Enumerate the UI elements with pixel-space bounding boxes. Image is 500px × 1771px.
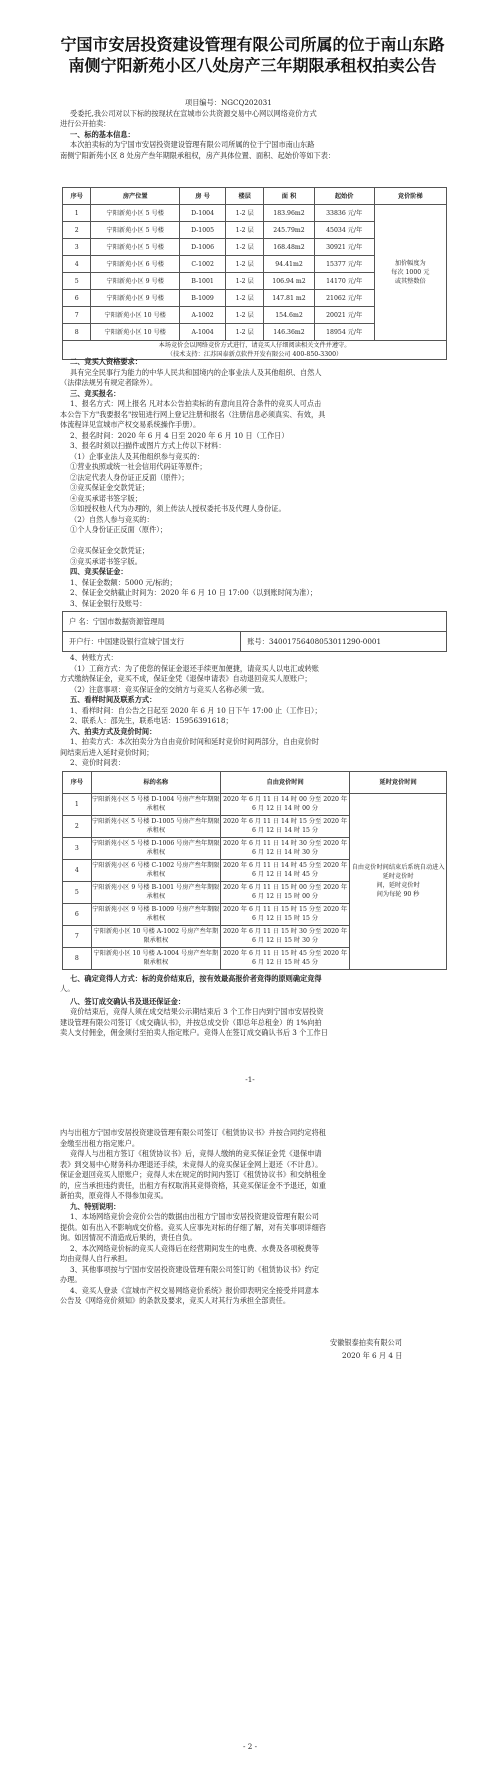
section-text: ①个人身份证正反面（原件）；: [70, 525, 168, 534]
table-header: 面 积: [264, 188, 314, 205]
signature-date: 2020 年 6 月 4 日: [342, 1350, 403, 1360]
section-text: 保证金退回竞买人原账户；竞得人未在规定的时间内签订《租赁协议书》和交纳租金: [60, 1170, 326, 1179]
table-header: 楼层: [226, 188, 264, 205]
table-cell: 18954 元/年: [314, 324, 374, 341]
table-cell: 21062 元/年: [314, 290, 374, 307]
table-cell: 宁阳新苑小区 5 号楼: [91, 239, 180, 256]
section-text: 3、其他事项按与宁国市安居投资建设管理有限公司签订的《租赁协议书》约定: [70, 1264, 319, 1274]
section-text: 4、转账方式：: [70, 653, 118, 662]
section-text: 4、竞买人登录《宣城市产权交易网络竞价系统》报价即表明完全接受并同意本: [70, 1285, 319, 1295]
section-text: 2、保证金交纳截止时间为：2020 年 6 月 10 日 17:00（以到账时间为准）；: [70, 588, 318, 597]
section-text: （2）自然人参与竞买的：: [70, 514, 154, 524]
intro-line: 受委托,我公司对以下标的按现状在宣城市公共资源交易中心网以网络竞价方式: [70, 108, 317, 118]
property-table: [62, 187, 447, 360]
delay-bid-note: 自由竞价时间结束后系统自动进入延时竞价时 间，延时竞价时 间为每轮 90 秒: [350, 793, 447, 969]
project-number: 项目编号：NGCQ202031: [185, 98, 272, 107]
table-cell: 宁阳新苑小区 9 号楼: [91, 290, 180, 307]
section-text: 体流程详见宣城市产权交易系统操作手册）。: [60, 420, 201, 429]
page-gap: [0, 1095, 500, 1105]
table-cell: 2020 年 6 月 11 日 14 时 15 分至 2020 年 6 月 12 日 14 时 15 分: [220, 815, 349, 837]
table-cell: 1-2 层: [226, 273, 264, 290]
table-cell: 2020 年 6 月 11 日 14 时 30 分至 2020 年 6 月 12 日 14 时 30 分: [220, 837, 349, 859]
section-text: 1、本场网络竞价会竞价公告的数据由出租方宁国市安居投资建设管理有限公司: [70, 1212, 319, 1221]
intro-line: 进行公开拍卖：: [60, 119, 111, 128]
section-text: 卖人支付佣金，佣金须付至拍卖人指定账户。竞得人在签订成交确认书后 3 个工作日: [60, 1028, 328, 1037]
section-title: 六、拍卖方式及竞价时间：: [70, 726, 157, 736]
table-cell: 1: [63, 793, 92, 815]
table-cell: 2: [63, 815, 92, 837]
table-cell: 宁阳新苑小区 9 号楼 B-1009 号房产叁年期限承租权: [91, 903, 220, 925]
table-cell: 2020 年 6 月 11 日 14 时 00 分至 2020 年 6 月 12 日 14 时 00 分: [220, 793, 349, 815]
section-text: 均由竞得人自行承担。: [60, 1254, 132, 1263]
bidding-time-table: [62, 771, 447, 970]
table-cell: 宁阳新苑小区 6 号楼 C-1002 号房产叁年期限承租权: [91, 859, 220, 881]
table-cell: 146.36m2: [264, 324, 314, 341]
table-cell: 1-2 层: [226, 256, 264, 273]
table-header: 序号: [63, 188, 91, 205]
section-text: ④竞买承诺书签字版；: [70, 493, 142, 503]
section-text: 2、联系人：邵先生，联系电话：15956391618；: [70, 716, 233, 725]
section-text: ③竞买保证金交款凭证；: [70, 483, 150, 492]
section-text: （1）企事业法人及其他组织参与竞买的：: [70, 451, 204, 461]
section-title: 八、签订成交确认书及退还保证金：: [70, 996, 186, 1006]
table-cell: 5: [63, 881, 92, 903]
account-bank: 开户行：中国建设银行宣城宁国支行: [63, 632, 241, 652]
table-cell: 45034 元/年: [314, 222, 374, 239]
section-text: 2、报名时间：2020 年 6 月 4 日至 2020 年 6 月 10 日（工作日）: [70, 430, 289, 440]
section-text: 本公告下方"我要报名"按钮进行网上登记注册和报名（注册信息必须真实、有效，具: [60, 409, 326, 419]
table-cell: D-1004: [180, 205, 226, 222]
section-text: 新拍卖，原竞得人不得参加竞买。: [60, 1191, 168, 1200]
table-cell: 宁阳新苑小区 10 号楼: [91, 307, 180, 324]
section-text: 1、保证金数额：5000 元/标的；: [70, 577, 177, 587]
table-cell: 2020 年 6 月 11 日 15 时 00 分至 2020 年 6 月 12 日 15 时 00 分: [220, 881, 349, 903]
table-header: 竞价阶梯: [374, 188, 446, 205]
table-cell: 30921 元/年: [314, 239, 374, 256]
section-text: ②法定代表人身份证正反面（原件）；: [70, 472, 189, 482]
table-cell: 宁阳新苑小区 5 号楼 D-1004 号房产叁年期限承租权: [91, 793, 220, 815]
table-cell: 94.41m2: [264, 256, 314, 273]
section-text: 间结束后进入延时竞价时间；: [60, 747, 154, 757]
section-text: 南侧宁阳新苑小区 8 处房产叁年期限承租权，房产具体位置、面积、起始价等如下表：: [60, 150, 336, 160]
table-header: 起始价: [314, 188, 374, 205]
section-text: 人。: [60, 984, 75, 993]
section-text: 办理。: [60, 1275, 82, 1284]
section-text: 具有完全民事行为能力的中华人民共和国境内的企事业法人及其他组织、自然人: [70, 367, 322, 377]
bid-step-note: 加价幅度为 每次 1000 元 或其整数倍: [374, 205, 446, 341]
table-header: 序号: [63, 771, 92, 793]
table-cell: 2020 年 6 月 11 日 14 时 45 分至 2020 年 6 月 12 日 14 时 45 分: [220, 859, 349, 881]
section-title: 三、竞买报名：: [70, 388, 121, 398]
section-text: （1）工商方式：为了使您的保证金退还手续更加便捷，请竞买人以电汇或转账: [70, 663, 319, 673]
section-text: 方式缴纳保证金，竞买不成，保证金凭《退保申请表》自动退回竞买人原账户；: [60, 674, 312, 683]
table-cell: 6: [63, 903, 92, 925]
section-text: 2、竞价时间表：: [70, 758, 125, 767]
section-text: 内与出租方宁国市安居投资建设管理有限公司签订《租赁协议书》并按合同约定将租: [60, 1128, 326, 1137]
table-row: [63, 793, 447, 815]
table-cell: C-1002: [180, 256, 226, 273]
table-cell: 20021 元/年: [314, 307, 374, 324]
table-cell: B-1009: [180, 290, 226, 307]
table-cell: 245.79m2: [264, 222, 314, 239]
section-text: ②竞买保证金交款凭证；: [70, 546, 150, 555]
section-title: 四、竞买保证金：: [70, 567, 128, 576]
table-cell: D-1005: [180, 222, 226, 239]
section-title: 一、标的基本信息：: [70, 129, 135, 139]
account-number: 账号：34001756408053011290-0001: [241, 632, 447, 652]
table-cell: 8: [63, 324, 91, 341]
section-text: 建设管理有限公司签订《成交确认书》，并按总成交价（即总年总租金）的 1%向拍: [60, 1017, 322, 1027]
section-text: ⑤如授权他人代为办理的，须上传法人授权委托书及代理人身份证。: [70, 504, 286, 513]
table-cell: 1-2 层: [226, 205, 264, 222]
table-cell: 3: [63, 837, 92, 859]
table-header: 延时竞价时间: [350, 771, 447, 793]
table-cell: 1-2 层: [226, 222, 264, 239]
section-text: 本次拍卖标的为宁国市安居投资建设管理有限公司所属的位于宁国市南山东路: [70, 140, 315, 149]
table-cell: 147.81 m2: [264, 290, 314, 307]
section-text: 3、报名时须以扫描件或图片方式上传以下材料：: [70, 441, 226, 450]
table-cell: 宁阳新苑小区 5 号楼: [91, 222, 180, 239]
table-cell: 5: [63, 273, 91, 290]
section-title: 二、竞买人资格要求：: [70, 357, 142, 366]
table-cell: 14170 元/年: [314, 273, 374, 290]
table-cell: 15377 元/年: [314, 256, 374, 273]
section-text: ①营业执照或统一社会信用代码证等原件；: [70, 462, 207, 471]
section-text: 1、报名方式：网上报名 凡对本公告拍卖标的有意向且符合条件的竞买人可点击: [70, 399, 322, 408]
table-header: 房产位置: [91, 188, 180, 205]
table-cell: 1: [63, 205, 91, 222]
account-name: 户 名：宁国市数据资源管理局: [63, 612, 447, 632]
bank-account-table: [62, 611, 447, 652]
section-text: 公告及《网络竞价须知》的条款及要求，竞买人对其行为承担全部责任。: [60, 1296, 291, 1305]
section-text: 竞得人与出租方签订《租赁协议书》后，竞得人缴纳的竞买保证金凭《退保申请: [70, 1149, 322, 1158]
table-cell: 宁阳新苑小区 10 号楼 A-1004 号房产叁年期限承租权: [91, 947, 220, 969]
section-text: ③竞买承诺书签字版。: [70, 556, 142, 566]
table-cell: 1-2 层: [226, 307, 264, 324]
table-cell: A-1004: [180, 324, 226, 341]
table-cell: 宁阳新苑小区 5 号楼: [91, 205, 180, 222]
table-header: 房 号: [180, 188, 226, 205]
table-cell: 1-2 层: [226, 290, 264, 307]
table-cell: 宁阳新苑小区 6 号楼: [91, 256, 180, 273]
section-text: （法律法规另有规定者除外）。: [60, 378, 158, 387]
table-row: [63, 205, 447, 222]
table-header: 标的名称: [91, 771, 220, 793]
table-cell: 1-2 层: [226, 324, 264, 341]
table-cell: 2020 年 6 月 11 日 15 时 15 分至 2020 年 6 月 12 日 15 时 15 分: [220, 903, 349, 925]
table-cell: 33836 元/年: [314, 205, 374, 222]
section-text: 2、本次网络竞价标的竞买人竞得后在经营期间发生的电费、水费及各项税费等: [70, 1243, 319, 1253]
table-cell: 154.6m2: [264, 307, 314, 324]
page-number: - 2 -: [243, 1742, 257, 1751]
table-cell: 4: [63, 859, 92, 881]
section-text: （2）注意事项：竞买保证金的交纳方与竞买人名称必须一致。: [70, 684, 269, 694]
table-cell: 2020 年 6 月 11 日 15 时 45 分至 2020 年 6 月 12 日 15 时 45 分: [220, 947, 349, 969]
table-cell: 106.94 m2: [264, 273, 314, 290]
section-title: 五、看样时间及联系方式：: [70, 695, 157, 704]
table-cell: 宁阳新苑小区 9 号楼 B-1001 号房产叁年期限承租权: [91, 881, 220, 903]
table-cell: 宁阳新苑小区 9 号楼: [91, 273, 180, 290]
table-header: 自由竞价时间: [220, 771, 349, 793]
section-text: 1、拍卖方式：本次拍卖分为自由竞价时间和延时竞价时间两部分，自由竞价时: [70, 737, 319, 746]
section-title: 七、确定竞得人方式：标的竞价结束后，按有效最高报价者竞得的原则确定竞得: [70, 973, 322, 983]
table-cell: 宁阳新苑小区 5 号楼 D-1005 号房产叁年期限承租权: [91, 815, 220, 837]
table-cell: 宁阳新苑小区 10 号楼 A-1002 号房产叁年期限承租权: [91, 925, 220, 947]
table-cell: 183.96m2: [264, 205, 314, 222]
document-title: 宁国市安居投资建设管理有限公司所属的位于南山东路南侧宁阳新苑小区八处房产三年期限承租权拍卖公告: [60, 35, 445, 75]
table-cell: 4: [63, 256, 91, 273]
section-text: 竞价结束后，竞得人须在成交结果公示期结束后 3 个工作日内到宁国市安居投资: [70, 1007, 324, 1016]
section-title: 九、特别说明：: [70, 1201, 121, 1211]
table-cell: 6: [63, 290, 91, 307]
table-cell: B-1001: [180, 273, 226, 290]
section-text: 3、保证金银行及账号：: [70, 598, 147, 608]
section-text: 的，应当承担违约责任，出租方有权取消其竞得资格，其竞买保证金不予退还，如重: [60, 1180, 326, 1190]
table-cell: 2020 年 6 月 11 日 15 时 30 分至 2020 年 6 月 12 日 15 时 30 分: [220, 925, 349, 947]
table-cell: 168.48m2: [264, 239, 314, 256]
table-cell: 3: [63, 239, 91, 256]
table-cell: 8: [63, 947, 92, 969]
section-text: 金缴至出租方指定账户。: [60, 1138, 140, 1148]
page-number: -1-: [245, 1075, 255, 1084]
section-text: 1、看样时间：自公告之日起至 2020 年 6 月 10 日下午 17:00 止（工作日）；: [70, 705, 322, 715]
table-cell: 7: [63, 925, 92, 947]
table-cell: 宁阳新苑小区 10 号楼: [91, 324, 180, 341]
table-cell: 1-2 层: [226, 239, 264, 256]
signature-company: 安徽银泰拍卖有限公司: [330, 1337, 402, 1347]
section-text: 提供。如有出入不影响成交价格。竞买人应事先对标的仔细了解，对有关事项详细咨: [60, 1222, 326, 1232]
table-footnote: 本场竞价会以网络竞价方式进行，请竞买人仔细阅读相关文件并遵守。 （技术支持：江苏国泰新点软件开发有限公司 400-850-3300）: [63, 341, 447, 360]
section-text: 询。如因情况不清造成后果的，责任自负。: [60, 1233, 197, 1242]
table-cell: A-1002: [180, 307, 226, 324]
table-cell: 7: [63, 307, 91, 324]
table-cell: 宁阳新苑小区 5 号楼 D-1006 号房产叁年期限承租权: [91, 837, 220, 859]
table-cell: 2: [63, 222, 91, 239]
table-cell: D-1006: [180, 239, 226, 256]
section-text: 表》到交易中心财务科办理退还手续，未竞得人的竞买保证金网上退还（不计息）。: [60, 1159, 323, 1169]
